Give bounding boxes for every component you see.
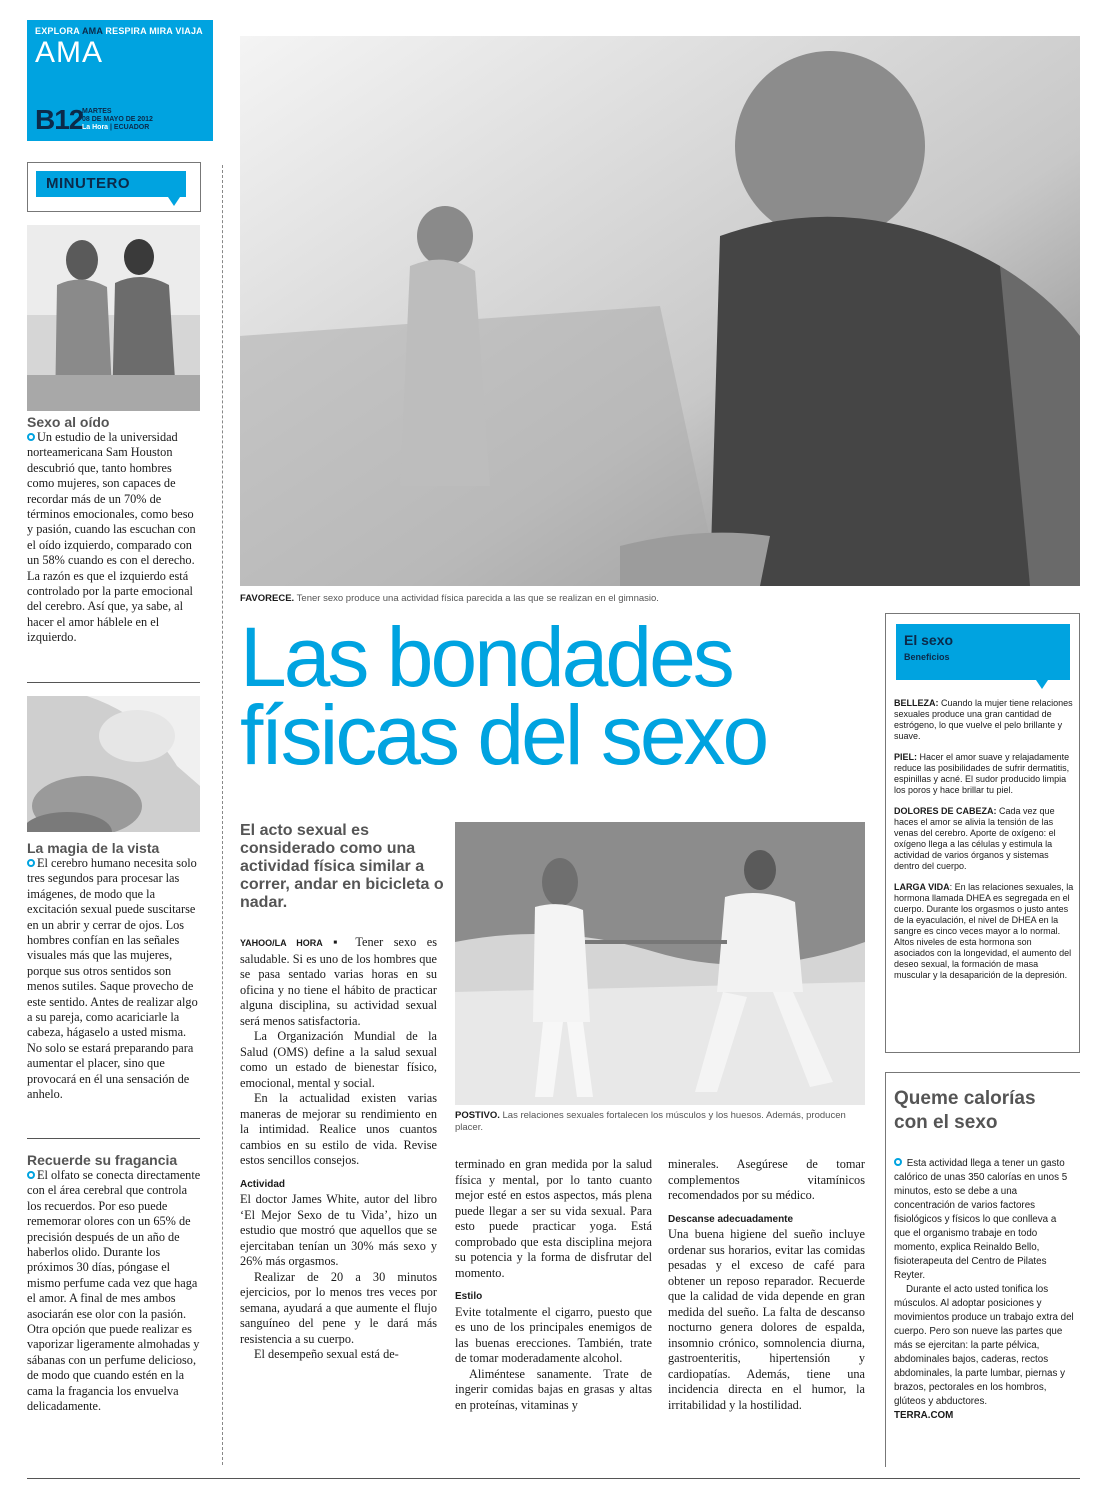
section-nav-respira[interactable]: RESPIRA xyxy=(105,26,147,36)
speech-tail-icon xyxy=(1036,680,1048,689)
article-column-3 xyxy=(668,1157,865,1413)
column-divider xyxy=(222,165,223,1465)
item-text: El olfato se conecta directamente con el área cerebral que controla los recuerdos. Por eso puede rememorar olores con un 65% de precisión después de un año de haberlos olido. Durante los próximos 30 días, póngase el mismo perfume cada vez que haga el amor. A final de mes ambos asociarán ese olor con la pasión. Otra opción que puede realizar es vaporizar ligeramente almohadas y sábanas con un perfume delicioso, de modo que cuando estén en la cama la fragancia los envuelva delicadamente. xyxy=(27,1168,201,1414)
bullet-icon xyxy=(27,859,35,867)
benefit-item xyxy=(894,806,1074,872)
hero-photo xyxy=(240,36,1080,586)
bullet-icon xyxy=(27,433,35,441)
sidebar-calories xyxy=(885,1072,1080,1467)
minutero-label: MINUTERO xyxy=(46,175,130,192)
item-text: El cerebro humano necesita solo tres segundos para procesar las imágenes, de modo que la excitación sexual puede suscitarse en un abrir y cerrar de ojos. Los hombres confían en las señales visuales más que las mujeres, porque sus otros sentidos son menos sutiles. Saque provecho de este sentido. Antes de realizar algo a su pareja, como acariciarle la cabeza, hágaselo a usted misma. No solo se estará preparando para aumentar el placer, sino que provocará en él una sensación de anhelo. xyxy=(27,856,198,1102)
item-text: Un estudio de la universidad norteamericana Sam Houston descubrió que, tanto hombres como mujeres, son capaces de recordar más de un 70% de términos emocionales, como beso y pasión, cuando las escuchan con el oído izquierdo, comparado con un 58% cuando es con el derecho. La razón es que el izquierdo está controlado por la parte emocional del cerebro. Así que, ya sabe, al hacer el amor háblele en el izquierdo. xyxy=(27,430,196,645)
section-nav xyxy=(35,26,205,36)
subheading: Descanse adecuadamente xyxy=(668,1213,794,1225)
divider xyxy=(27,682,200,683)
headline xyxy=(240,610,880,782)
paragraph: terminado en gran medida por la salud física y mental, por lo tanto cuanto mejor esté en estos aspectos, más plena puede llegar a ser su vida sexual. Para esto puede practicar yoga. Está comprobado que esta disciplina mejora su potencia y la forma de disfrutar del momento. xyxy=(455,1157,652,1280)
minutero-item-1 xyxy=(27,414,202,646)
paragraph-text: Esta actividad llega a tener un gasto calórico de unas 350 calorías en unos 5 minutos, esto se debe a una concentración de varios factores fisiológicos y físicos lo que conlleva a que el organismo trabaje en todo momento, explica Reinaldo Bello, fisioterapeuta del Centro de Pilates Reyter. xyxy=(894,1158,1068,1281)
benefit-text: Cada vez que haces el amor se alivia la tensión de las venas del cerebro. Aporte de oxígeno: el oxígeno llega a las células y estimula la actividad de varios órganos y sistemas dentro del cuerpo. xyxy=(894,806,1056,871)
benefit-label: LARGA VIDA xyxy=(894,882,950,892)
couple-photo xyxy=(27,225,200,411)
caption-text: Tener sexo produce una actividad física parecida a las que se realizan en el gimnasio. xyxy=(296,593,659,604)
benefit-list xyxy=(894,698,1074,991)
item-body xyxy=(27,856,202,1103)
calories-body xyxy=(894,1157,1074,1423)
page-number: B12 xyxy=(35,104,84,135)
sidebar-benefits xyxy=(885,613,1080,1053)
paragraph: En la actualidad existen varias maneras de mejorar su rendimiento en la intimidad. Realice unos cuantos cambios en su estilo de vida. Revise estos sencillos consejos. xyxy=(240,1091,437,1167)
paragraph: Durante el acto usted tonifica los músculos. Al adoptar posiciones y movimientos produce un trabajo extra del cuerpo. Pero son nueve las partes que más se ejercitan: la parte pélvica, abdominales bajos, caderas, rectos abdominales, la parte lumbar, piernas y brazos, pectorales en los hombros, glúteos y abductores. xyxy=(894,1284,1074,1407)
benefit-label: BELLEZA: xyxy=(894,698,939,708)
hero-caption xyxy=(240,593,1080,604)
bullet-icon xyxy=(27,1171,35,1179)
benefit-label: DOLORES DE CABEZA: xyxy=(894,806,997,816)
paragraph: Evite totalmente el cigarro, puesto que es uno de los principales enemigos de las buenas erecciones. También, trate de tomar moderadamente alcohol. xyxy=(455,1304,652,1365)
section-nav-mira[interactable]: MIRA xyxy=(149,26,173,36)
article-column-1 xyxy=(240,935,437,1363)
benefit-item xyxy=(894,752,1074,796)
benefit-label: PIEL: xyxy=(894,752,918,762)
paragraph: Aliméntese sanamente. Trate de ingerir comidas bajas en grasas y altas en proteínas, vitaminas y xyxy=(455,1366,652,1412)
source-credit: TERRA.COM xyxy=(894,1410,954,1421)
benefit-text: Hacer el amor suave y relajadamente reduce las posibilidades de sufrir dermatitis, espinillas y acné. El sudor producido limpia los poros y hace brillar tu piel. xyxy=(894,752,1070,795)
caption-label: POSTIVO. xyxy=(455,1110,500,1121)
beach-caption xyxy=(455,1110,865,1134)
minutero-item-3 xyxy=(27,1152,202,1415)
section-masthead xyxy=(27,20,213,141)
issue-date: MARTES 08 DE MAYO DE 2012 La Hora | ECUADOR xyxy=(82,108,153,131)
paragraph xyxy=(894,1157,1074,1283)
sidebar-title: El sexo xyxy=(904,632,954,648)
calories-title: Queme calorías con el sexo xyxy=(894,1088,1036,1133)
section-nav-explora[interactable]: EXPLORA xyxy=(35,26,80,36)
footer-rule xyxy=(27,1478,1080,1479)
date: 08 DE MAYO DE 2012 xyxy=(82,116,153,123)
caption-label: FAVORECE. xyxy=(240,593,295,604)
article-column-2 xyxy=(455,1157,652,1413)
subhead: El acto sexual es considerado como una actividad física similar a correr, andar en bicicleta o nadar. xyxy=(240,822,444,911)
benefit-item xyxy=(894,882,1074,981)
paragraph: minerales. Asegúrese de tomar complementos vitamínicos recomendados por su médico. xyxy=(668,1157,865,1202)
paragraph: Realizar de 20 a 30 minutos ejercicios, por lo menos tres veces por semana, ayudará a que aumente el flujo sanguíneo del pene y le dará más resistencia a su cuerpo. xyxy=(240,1269,437,1346)
headline-line-1: Las bondades xyxy=(240,610,732,704)
paragraph: El doctor James White, autor del libro ‘El Mejor Sexo de tu Vida’, hizo un estudio que mostró que aquellos que se ejercitaban tenían un 30% más sexo y 26% más orgasmos. xyxy=(240,1192,437,1268)
caption-text: Las relaciones sexuales fortalecen los músculos y los huesos. Además, producen placer. xyxy=(455,1110,846,1133)
minutero-bubble xyxy=(36,171,186,197)
item-heading: La magia de la vista xyxy=(27,840,160,856)
country: ECUADOR xyxy=(113,124,150,131)
paragraph-text: Tener sexo es saludable. Si es uno de los hombres que se pasa sentado varias horas en su oficina y no tiene el hábito de practicar alguna disciplina, su actividad sexual será menos satisfactoria. xyxy=(240,935,437,1028)
benefit-item xyxy=(894,698,1074,742)
divider xyxy=(27,1138,200,1139)
item-heading: Recuerde su fragancia xyxy=(27,1152,178,1168)
benefit-text: Cuando la mujer tiene relaciones sexuales produce una gran cantidad de estrógeno, lo que vuelve el pelo brillante y suave. xyxy=(894,698,1073,741)
byline: YAHOO/LA HORA xyxy=(240,938,323,948)
item-body xyxy=(27,1168,202,1415)
section-title: AMA xyxy=(35,36,104,69)
paper-name: La Hora xyxy=(82,124,109,131)
section-nav-viaja[interactable]: VIAJA xyxy=(175,26,203,36)
weekday: MARTES xyxy=(82,108,112,115)
paragraph: El desempeño sexual está de- xyxy=(254,1347,399,1361)
bullet-icon xyxy=(894,1158,902,1166)
kiss-photo xyxy=(27,696,200,832)
sidebar-bubble xyxy=(896,624,1070,680)
item-body xyxy=(27,430,202,646)
minutero-item-2 xyxy=(27,840,202,1103)
sidebar-subtitle: Beneficios xyxy=(904,652,950,662)
speech-tail-icon xyxy=(168,197,180,206)
item-heading: Sexo al oído xyxy=(27,414,110,430)
subheading: Actividad xyxy=(240,1178,286,1190)
subheading: Estilo xyxy=(455,1291,483,1302)
paragraph: La Organización Mundial de la Salud (OMS) define a la salud sexual como un estado de bienestar físico, emocional, mental y social. xyxy=(240,1029,437,1090)
beach-photo xyxy=(455,822,865,1105)
benefit-text: : En las relaciones sexuales, la hormona llamada DHEA es segregada en el cuerpo. Durante los orgasmos o justo antes de la eyaculación, el nivel de DHEA en la sangre es cinco veces mayor a lo normal. Altos niveles de esta hormona son asociados con la longevidad, el aumento del deseo sexual, la formación de masa muscular y la desaparición de la depresión. xyxy=(894,882,1074,980)
section-nav-ama[interactable]: AMA xyxy=(81,26,103,36)
paragraph: YAHOO/LA HORA ▪ Tener sexo es saludable. Si es uno de los hombres que se pasa sentado varias horas en su oficina y no tiene el hábito de practicar alguna disciplina, su actividad sexual será menos satisfactoria. xyxy=(240,935,437,1028)
paragraph: Una buena higiene del sueño incluye ordenar sus horarios, evitar las comidas pesadas y el exceso de café para obtener un reposo reparador. Recuerde que la calidad de vida depende en gran medida del sueño. La falta de descanso nocturno genera dolores de espalda, insomnio crónico, somnolencia diurna, gastroenteritis, hipertensión y cardiopatías. Además, tiene una incidencia directa en el humor, la irritabilidad y la hostilidad. xyxy=(668,1227,865,1412)
headline-line-2: físicas del sexo xyxy=(240,688,767,782)
minutero-box xyxy=(27,162,201,212)
